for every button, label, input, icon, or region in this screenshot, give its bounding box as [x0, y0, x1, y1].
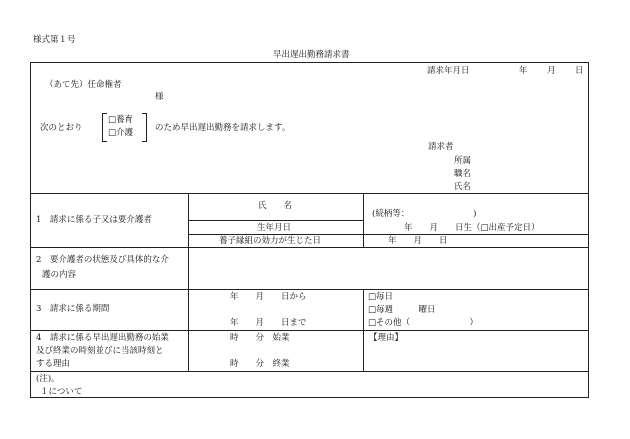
row4-reason-label: 【理由】: [369, 333, 404, 343]
notes-label: (注)。: [36, 374, 60, 384]
purpose-suffix: のため早出遅出勤務を請求します。: [155, 123, 291, 133]
row2-label-line1: 2 要介護者の状態及び具体的な介: [36, 255, 169, 265]
row2-label-line2: 護の内容: [42, 270, 77, 280]
row3-label: 3 請求に係る期間: [36, 304, 110, 314]
requester-position: 職名: [454, 169, 472, 179]
row4-label-line2: 及び終業の時刻並びに当該時刻と: [36, 346, 164, 356]
option-bracket-right: [142, 113, 147, 142]
row4-end: 時 分 終業: [230, 359, 290, 369]
row3-from: 年 月 日から: [230, 292, 307, 302]
form-title: 早出遅出勤務請求書: [273, 50, 350, 60]
form-number: 様式第１号: [33, 35, 76, 45]
addressee-honorific: 様: [155, 92, 164, 102]
addressee-label: （あて先）任命権者: [45, 80, 122, 90]
option-nursing[interactable]: □介護: [108, 128, 134, 138]
option-bracket-left: [102, 113, 107, 142]
row4-label-line1: 4 請求に係る早出遅出勤務の始業: [36, 333, 169, 343]
row3-opt-weekly[interactable]: □毎週 曜日: [368, 305, 436, 315]
request-date-day: 日: [575, 66, 584, 76]
row1-name-label: 氏 名: [258, 201, 293, 211]
notes-item1: １について: [40, 387, 83, 397]
row3-opt-daily[interactable]: □毎日: [368, 292, 394, 302]
row1-birthdate-label: 生年月日: [257, 223, 292, 233]
row1-relation: (続柄等： ): [372, 209, 477, 219]
option-childcare[interactable]: □養育: [108, 115, 134, 125]
request-date-month: 月: [547, 66, 556, 76]
purpose-prefix: 次のとおり: [40, 123, 83, 133]
requester-label: 請求者: [428, 142, 454, 152]
row3-to: 年 月 日まで: [230, 318, 307, 328]
request-date-label: 請求年月日: [427, 66, 470, 76]
requester-affiliation: 所属: [454, 156, 472, 166]
request-date-year: 年: [519, 66, 528, 76]
row4-label-line3: する理由: [36, 359, 71, 369]
row3-opt-other[interactable]: □その他（ ）: [368, 318, 479, 328]
row1-adoption-label: 養子縁組の効力が生じた日: [219, 236, 322, 246]
row1-birthdate-value: 年 月 日生（□出産予定日）: [404, 223, 540, 233]
row1-adoption-value: 年 月 日: [388, 236, 448, 246]
requester-name: 氏名: [454, 182, 472, 192]
row1-label: 1 請求に係る子又は要介護者: [36, 215, 152, 225]
row4-start: 時 分 始業: [230, 333, 290, 343]
